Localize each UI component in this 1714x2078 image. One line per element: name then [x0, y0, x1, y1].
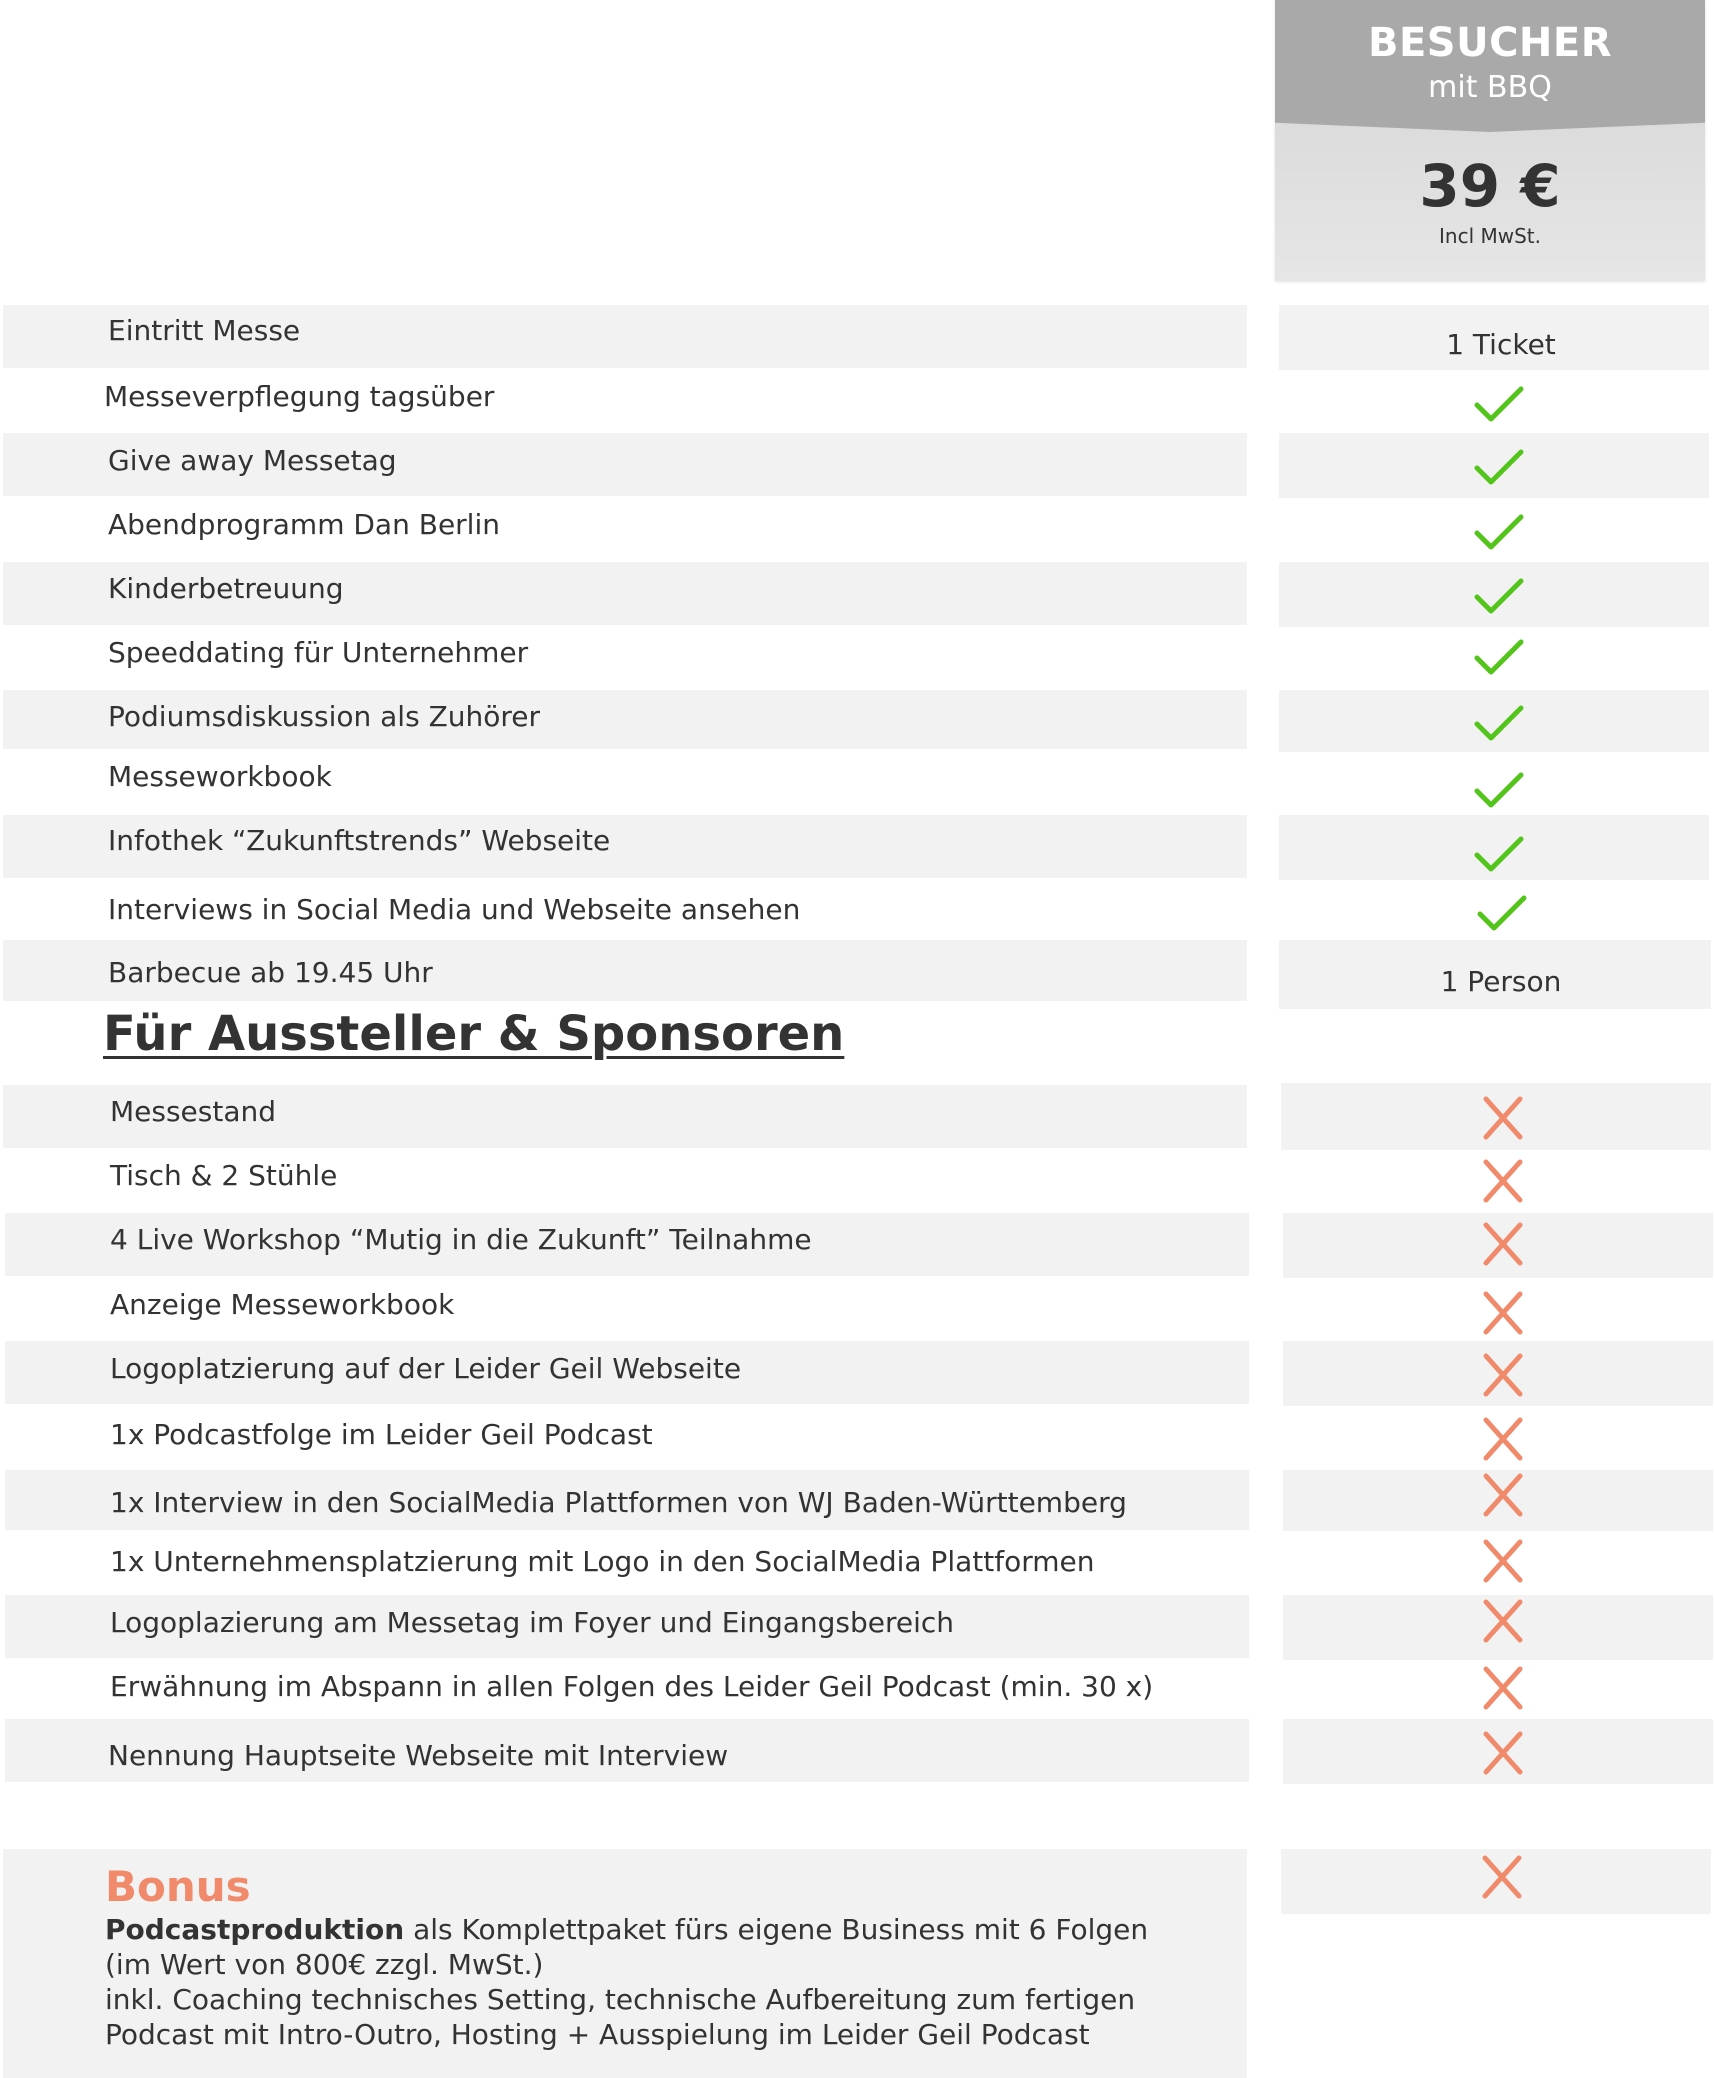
- bonus-text-line: (im Wert von 800€ zzgl. MwSt.): [105, 1948, 544, 1981]
- feature-label: Erwähnung im Abspann in allen Folgen des Leider Geil Podcast (min. 30 x): [110, 1670, 1154, 1703]
- cross-icon: [1475, 1353, 1531, 1397]
- feature-label: Nennung Hauptseite Webseite mit Interview: [108, 1739, 729, 1772]
- feature-label: 1x Interview in den SocialMedia Plattformen von WJ Baden-Württemberg: [110, 1486, 1127, 1519]
- check-icon: [1471, 575, 1527, 619]
- check-icon: [1474, 892, 1530, 936]
- check-icon: [1471, 769, 1527, 813]
- feature-label: Messeworkbook: [108, 760, 332, 793]
- feature-label: Messestand: [110, 1095, 277, 1128]
- check-icon: [1471, 511, 1527, 555]
- feature-label: Infothek “Zukunftstrends” Webseite: [108, 824, 611, 857]
- check-icon: [1471, 702, 1527, 746]
- cross-icon: [1475, 1731, 1531, 1775]
- feature-label: Messeverpflegung tagsüber: [104, 380, 495, 413]
- feature-label: Logoplatzierung auf der Leider Geil Webseite: [110, 1352, 742, 1385]
- feature-label: Give away Messetag: [108, 444, 397, 477]
- feature-label: 1x Podcastfolge im Leider Geil Podcast: [110, 1418, 653, 1451]
- bonus-heading: Bonus: [105, 1862, 251, 1911]
- cross-icon: [1475, 1159, 1531, 1203]
- feature-value: 1 Ticket: [1446, 328, 1556, 361]
- feature-value: 1 Person: [1440, 965, 1562, 998]
- feature-label: Barbecue ab 19.45 Uhr: [108, 956, 433, 989]
- cross-icon: [1474, 1855, 1530, 1899]
- check-icon: [1471, 636, 1527, 680]
- plan-price-note: Incl MwSt.: [1439, 224, 1541, 248]
- feature-label: Speeddating für Unternehmer: [108, 636, 529, 669]
- plan-title: BESUCHER: [1367, 20, 1613, 66]
- bonus-text-line: als Komplettpaket fürs eigene Business mit 6 Folgen: [404, 1913, 1149, 1946]
- bonus-bold-text: Podcastproduktion: [105, 1913, 405, 1946]
- feature-label: Podiumsdiskussion als Zuhörer: [108, 700, 541, 733]
- feature-label: Eintritt Messe: [108, 314, 301, 347]
- feature-label: Tisch & 2 Stühle: [110, 1159, 338, 1192]
- check-icon: [1471, 383, 1527, 427]
- cross-icon: [1475, 1666, 1531, 1710]
- feature-label: Interviews in Social Media und Webseite ansehen: [108, 893, 801, 926]
- cross-icon: [1475, 1096, 1531, 1140]
- feature-label: Anzeige Messeworkbook: [110, 1288, 455, 1321]
- bonus-description: [105, 1912, 1245, 2052]
- check-icon: [1471, 833, 1527, 877]
- cross-icon: [1475, 1291, 1531, 1335]
- cross-icon: [1475, 1473, 1531, 1517]
- feature-label: Kinderbetreuung: [108, 572, 344, 605]
- bonus-text-line: Podcast mit Intro-Outro, Hosting + Ausspielung im Leider Geil Podcast: [105, 2018, 1090, 2051]
- feature-label: Abendprogramm Dan Berlin: [108, 508, 500, 541]
- check-icon: [1471, 446, 1527, 490]
- cross-icon: [1475, 1539, 1531, 1583]
- cross-icon: [1475, 1222, 1531, 1266]
- price-card: [1275, 0, 1705, 281]
- feature-label: 4 Live Workshop “Mutig in die Zukunft” Teilnahme: [110, 1223, 812, 1256]
- bonus-text-line: inkl. Coaching technisches Setting, technische Aufbereitung zum fertigen: [105, 1983, 1136, 2016]
- feature-label: 1x Unternehmensplatzierung mit Logo in den SocialMedia Plattformen: [110, 1545, 1095, 1578]
- feature-label: Logoplazierung am Messetag im Foyer und Eingangsbereich: [110, 1606, 955, 1639]
- section-heading: Für Aussteller & Sponsoren: [103, 1006, 845, 1062]
- cross-icon: [1475, 1417, 1531, 1461]
- plan-subtitle: mit BBQ: [1428, 70, 1552, 105]
- cross-icon: [1475, 1599, 1531, 1643]
- plan-price: 39 €: [1419, 152, 1561, 220]
